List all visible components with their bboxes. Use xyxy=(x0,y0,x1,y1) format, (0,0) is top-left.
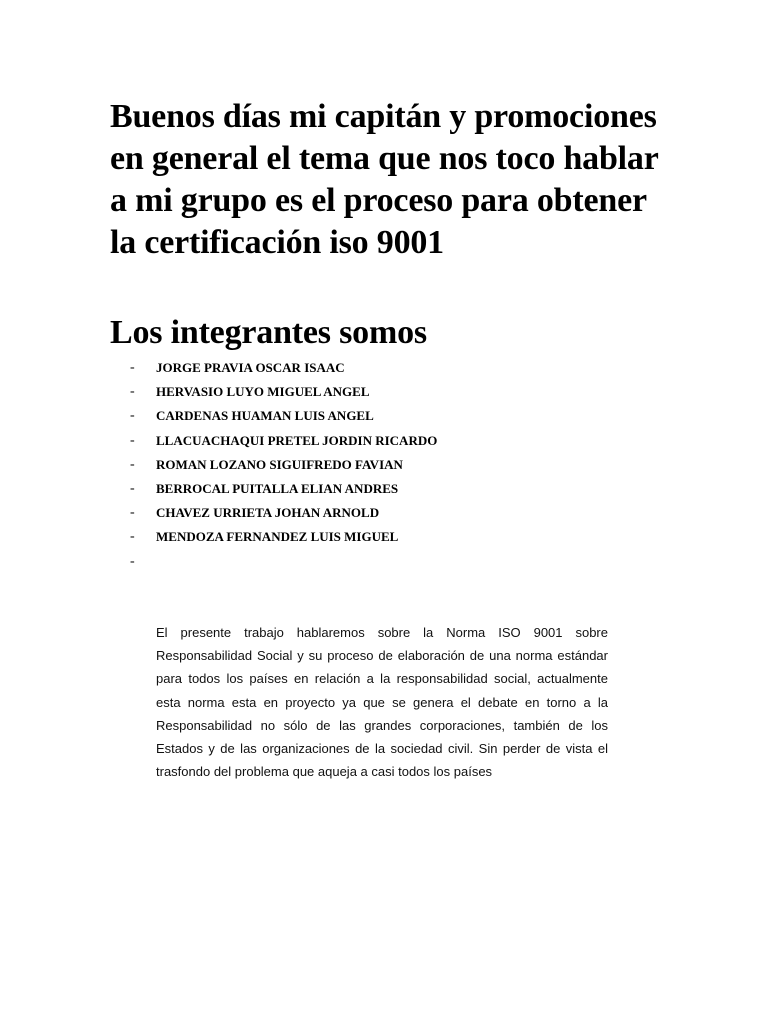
list-item xyxy=(130,453,437,477)
list-item xyxy=(130,429,437,453)
member-name: CARDENAS HUAMAN LUIS ANGEL xyxy=(156,408,374,424)
list-item xyxy=(130,356,437,380)
members-heading: Los integrantes somos xyxy=(110,314,427,351)
list-bullet: - xyxy=(130,432,135,448)
member-name: BERROCAL PUITALLA ELIAN ANDRES xyxy=(156,481,399,497)
member-name: JORGE PRAVIA OSCAR ISAAC xyxy=(156,360,345,376)
list-item xyxy=(130,477,437,501)
list-bullet: - xyxy=(130,360,135,376)
list-bullet: - xyxy=(130,384,135,400)
member-name: ROMAN LOZANO SIGUIFREDO FAVIAN xyxy=(156,456,403,472)
list-bullet: - xyxy=(130,529,135,545)
list-bullet: - xyxy=(130,408,135,424)
body-paragraph: El presente trabajo hablaremos sobre la Norma ISO 9001 sobre Responsabilidad Social y su proceso de elaboración de una norma estándar para todos los países en relación a la responsabilidad social, actualmente esta norma esta en proyecto ya que se genera el debate en torno a la Responsabilidad no sólo de las grandes corporaciones, también de los Estados y de las organizaciones de la sociedad civil. Sin perder de vista el trasfondo del problema que aqueja a casi todos los países xyxy=(156,625,608,780)
list-item xyxy=(130,525,437,549)
list-bullet: - xyxy=(130,481,135,497)
member-name: CHAVEZ URRIETA JOHAN ARNOLD xyxy=(156,505,380,521)
member-name: MENDOZA FERNANDEZ LUIS MIGUEL xyxy=(156,529,399,545)
list-bullet: - xyxy=(130,505,135,521)
list-item xyxy=(130,501,437,525)
list-item xyxy=(130,550,437,574)
document-heading: Buenos días mi capitán y promociones en general el tema que nos toco hablar a mi grupo es el proceso para obtener la certificación iso 9001 xyxy=(110,98,659,261)
list-item xyxy=(130,404,437,428)
list-bullet: - xyxy=(130,553,135,569)
list-bullet: - xyxy=(130,456,135,472)
members-list xyxy=(130,356,437,574)
list-item xyxy=(130,380,437,404)
member-name: HERVASIO LUYO MIGUEL ANGEL xyxy=(156,384,370,400)
member-name: LLACUACHAQUI PRETEL JORDIN RICARDO xyxy=(156,432,438,448)
